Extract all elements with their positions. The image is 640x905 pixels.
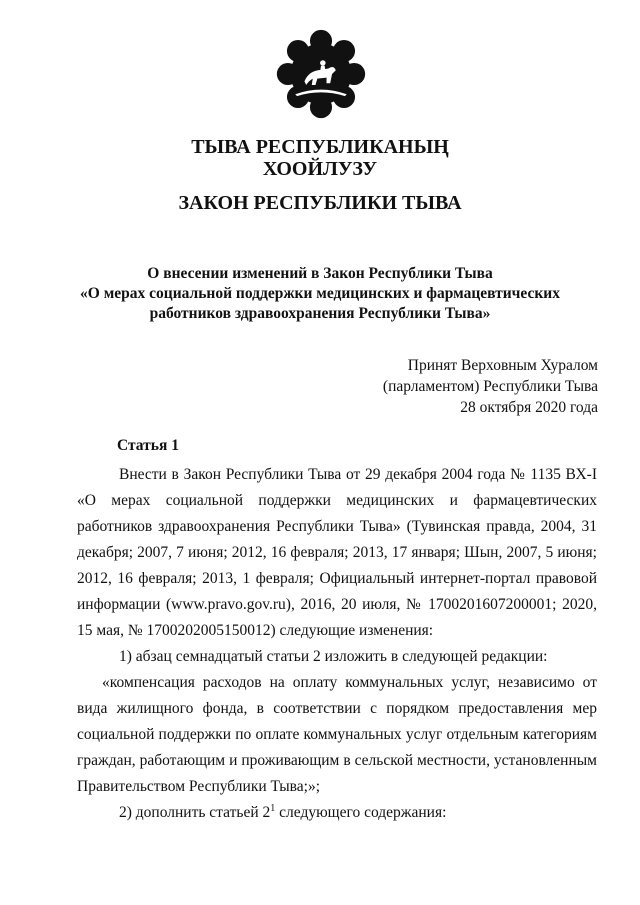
republic-title-line1: ТЫВА РЕСПУБЛИКАНЫҢ xyxy=(191,136,449,158)
adoption-date: 28 октября 2020 года xyxy=(460,399,598,416)
adoption-block xyxy=(383,355,598,418)
tuva-emblem-icon xyxy=(275,28,367,120)
republic-title-line2: ХООЙЛУЗУ xyxy=(262,158,378,180)
law-subtitle-line3: работников здравоохранения Республики Тыва» xyxy=(149,305,491,322)
article-quote-paragraph: «компенсация расходов на оплату коммунальных услуг, независимо от вида жилищного фонда, в соответствии с порядком предоставления мер социальной поддержки по оплате коммунальных услуг отдельным категориям граждан, работающим и проживающим в сельской местности, установленным Правительством Республики Тыва;»; xyxy=(77,674,597,795)
adoption-line2: (парламентом) Республики Тыва xyxy=(382,378,598,395)
adoption-line1: Принят Верховным Хуралом xyxy=(407,357,598,374)
article-item-2 xyxy=(77,800,597,826)
article-item-2-tail: следующего содержания: xyxy=(275,804,447,821)
article-heading: Статья 1 xyxy=(117,437,179,454)
article-item-2-superscript: 1 xyxy=(270,802,276,814)
law-title: ЗАКОН РЕСПУБЛИКИ ТЫВА xyxy=(178,192,462,214)
article-intro-paragraph: Внести в Закон Республики Тыва от 29 декабря 2004 года № 1135 ВХ-I «О мерах социальной поддержки медицинских и фармацевтических работников здравоохранения Республики Тыва» (Тувинская правда, 2004, 31 декабря; 2007, 7 июня; 2012, 16 февраля; 2013, 17 января; Шын, 2007, 5 июня; 2012, 16 февраля; 2013, 1 февраля; Официальный интернет-портал правовой информации (www.pravo.gov.ru), 2016, 20 июля, № 1700201607200001; 2020, 15 мая, № 1700202005150012) следующие изменения: xyxy=(77,466,597,639)
republic-title xyxy=(0,136,640,180)
law-subtitle-line1: О внесении изменений в Закон Республики Тыва xyxy=(147,265,493,282)
article-item-1: 1) абзац семнадцатый статьи 2 изложить в следующей редакции: xyxy=(119,648,548,665)
law-subtitle xyxy=(0,264,640,324)
law-subtitle-line2: «О мерах социальной поддержки медицинских и фармацевтических xyxy=(80,285,560,302)
article-item-2-text: 2) дополнить статьей 2 xyxy=(119,804,271,821)
